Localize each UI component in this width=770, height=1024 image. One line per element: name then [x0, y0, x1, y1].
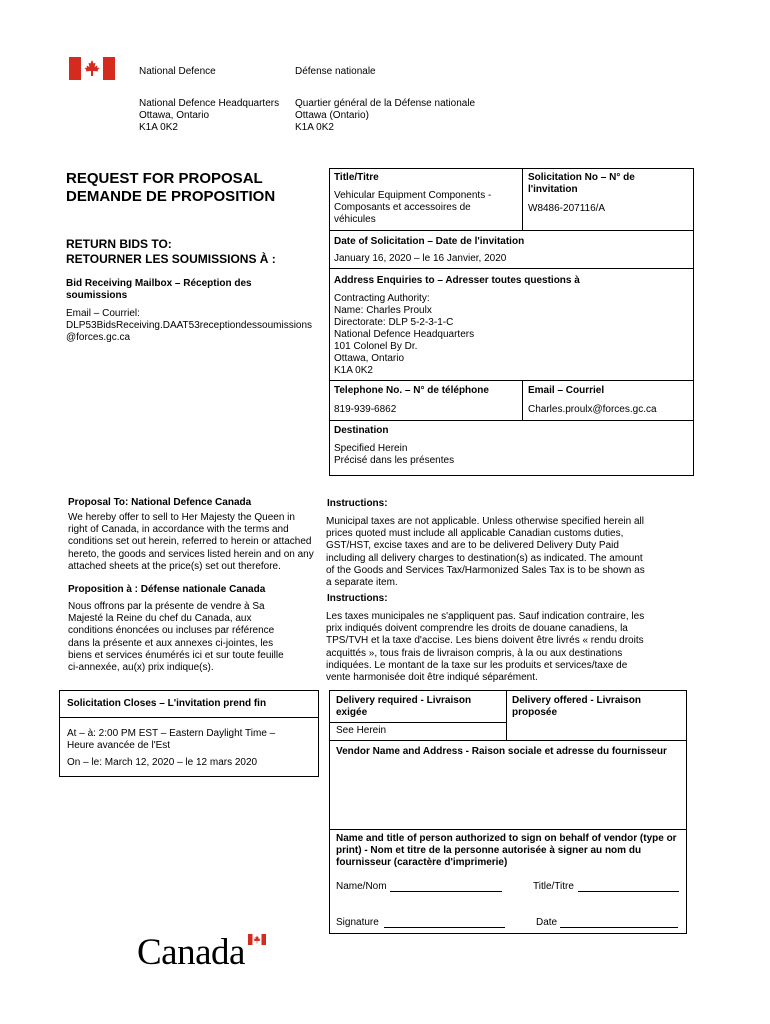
destination-label: Destination	[334, 425, 389, 436]
solicitation-date-value: January 16, 2020 – le 16 Janvier, 2020	[334, 253, 507, 264]
instructions-body-en: Municipal taxes are not applicable. Unless otherwise specified herein all prices quoted must include all applicable Canadian customs duties, GST/HST, excise taxes and are to be delivered Delivery Duty Paid including all delivery charges to destination(s) as indicated. The amount of the Goods and Services Tax/Harmonized Sales Tax is to be shown as a separate item.	[326, 516, 645, 589]
closing-label: Solicitation Closes – L'invitation prend fin	[67, 698, 267, 709]
hq-address-fr: Quartier général de la Défense nationale Ottawa (Ontario) K1A 0K2	[295, 98, 476, 133]
vendor-name-address-label: Vendor Name and Address - Raison sociale et adresse du fournisseur	[336, 746, 667, 757]
document-title: REQUEST FOR PROPOSAL DEMANDE DE PROPOSITION	[66, 170, 276, 205]
title-field-label: Title/Titre	[533, 881, 574, 892]
date-field-label: Date	[536, 917, 558, 928]
delivery-required-value: See Herein	[336, 725, 387, 736]
signature-field-label: Signature	[336, 917, 379, 928]
signature-field[interactable]	[384, 927, 505, 928]
email-label: Email – Courriel	[528, 385, 605, 396]
wordmark-flag-icon	[248, 934, 266, 945]
title-label: Title/Titre	[334, 172, 379, 183]
bid-email: Email – Courriel: DLP53BidsReceiving.DAAT53receptiondessoumissions @forces.gc.ca	[66, 308, 313, 343]
proposal-to-fr: Proposition à : Défense nationale Canada	[68, 584, 266, 595]
closing-time: At – à: 2:00 PM EST – Eastern Daylight Time – Heure avancée de l'Est	[67, 728, 276, 751]
telephone-label: Telephone No. – N° de téléphone	[334, 385, 489, 396]
delivery-offered-field[interactable]	[510, 722, 684, 738]
solicitation-date-label: Date of Solicitation – Date de l'invitation	[334, 236, 525, 247]
proposal-body-en: We hereby offer to sell to Her Majesty the Queen in right of Canada, in accordance with the terms and conditions set out herein, referred to herein or attached hereto, the goods and services listed herein and on any attached sheets at the price(s) set out therefore.	[68, 512, 314, 572]
enquiries-label: Address Enquiries to – Adresser toutes questions à	[334, 275, 580, 286]
closing-date: On – le: March 12, 2020 – le 12 mars 2020	[67, 757, 258, 768]
canada-wordmark: Canada	[137, 932, 269, 974]
name-field-label: Name/Nom	[336, 881, 387, 892]
proposal-to-en: Proposal To: National Defence Canada	[68, 497, 252, 508]
authorized-signer-label: Name and title of person authorized to sign on behalf of vendor (type or print) - Nom et titre de la personne autorisée à signer au nom du fournisseur (caractère d'imprimerie)	[336, 833, 677, 868]
solicitation-number-label: Solicitation No – N° de l'invitation	[528, 172, 635, 195]
canada-flag-icon	[69, 57, 115, 80]
instructions-label-en: Instructions:	[327, 498, 388, 509]
dept-name-en: National Defence	[139, 66, 216, 77]
hq-address-en: National Defence Headquarters Ottawa, Ontario K1A 0K2	[139, 98, 280, 133]
contracting-authority: Contracting Authority: Name: Charles Proulx Directorate: DLP 5-2-3-1-C National Defence Headquarters 101 Colonel By Dr. Ottawa, Ontario K1A 0K2	[334, 293, 475, 376]
delivery-offered-label: Delivery offered - Livraison proposée	[512, 695, 641, 718]
return-bids-heading: RETURN BIDS TO: RETOURNER LES SOUMISSIONS À :	[66, 237, 276, 266]
proposal-body-fr: Nous offrons par la présente de vendre à Sa Majesté la Reine du chef du Canada, aux conditions énoncées ou incluses par référence dans la présente et aux annexes ci-jointes, les biens et services énumérés ici et sur toute feuille ci-annexée, au(x) prix indique(s).	[68, 601, 284, 674]
date-field[interactable]	[560, 927, 678, 928]
destination-value: Specified Herein Précisé dans les présentes	[334, 443, 455, 466]
telephone-value: 819-939-6862	[334, 404, 397, 415]
title-field[interactable]	[578, 891, 679, 892]
solicitation-number-value: W8486-207116/A	[528, 203, 606, 214]
dept-name-fr: Défense nationale	[295, 66, 376, 77]
delivery-required-label: Delivery required - Livraison exigée	[336, 695, 472, 718]
bid-mailbox-label: Bid Receiving Mailbox – Réception des soumissions	[66, 278, 252, 301]
title-value: Vehicular Equipment Components - Composants et accessoires de véhicules	[334, 190, 492, 225]
email-value[interactable]: Charles.proulx@forces.gc.ca	[528, 404, 657, 415]
instructions-body-fr: Les taxes municipales ne s'appliquent pas. Sauf indication contraire, les prix indiqués doivent comprendre les droits de douane canadiens, la TPS/TVH et la taxe d'accise. Les biens doivent être livrés « rendu droits acquittés », tous frais de livraison compris, à la ou aux destinations indiquées. Le montant de la taxe sur les produits et services/taxe de vente harmonisée doit être indiqué séparément.	[326, 611, 645, 684]
vendor-name-address-field[interactable]	[333, 760, 683, 826]
instructions-label-fr: Instructions:	[327, 593, 388, 604]
name-field[interactable]	[390, 891, 502, 892]
